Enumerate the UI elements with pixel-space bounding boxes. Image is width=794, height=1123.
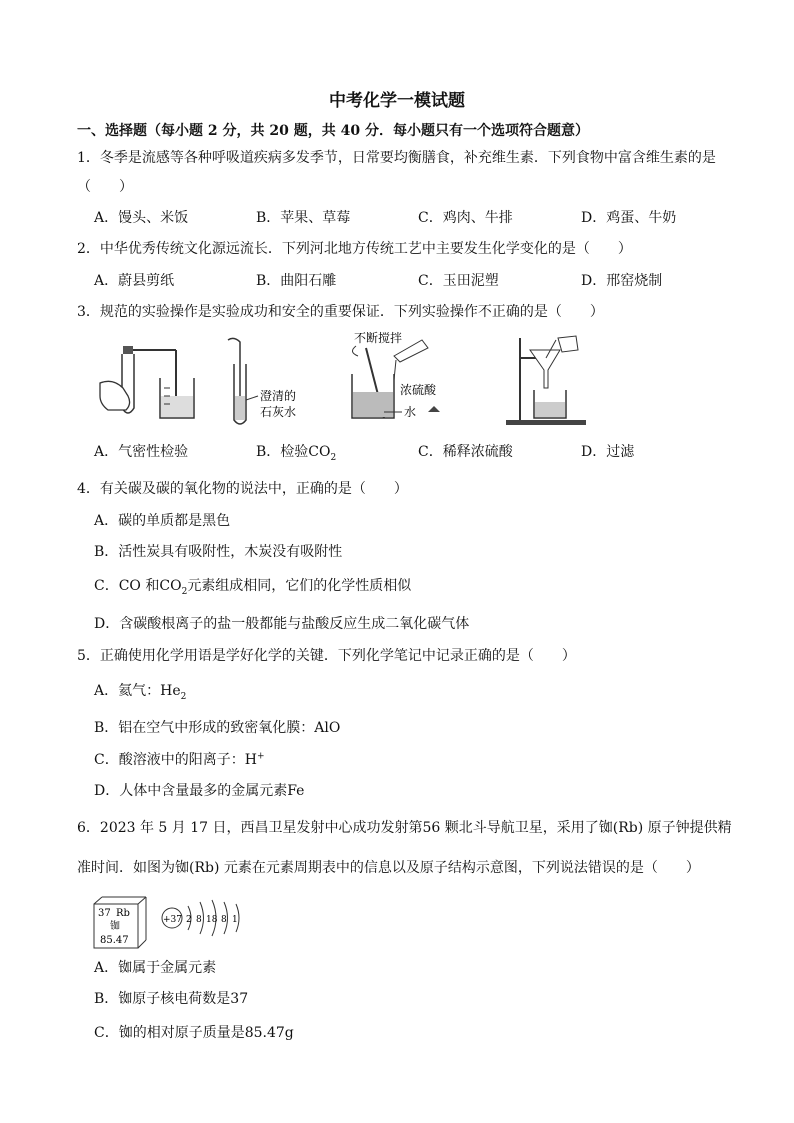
q5-option-c-text: C．酸溶液中的阳离子： [94,752,245,768]
q5-option-d[interactable]: D．人体中含量最多的金属元素Fe [94,783,305,799]
q3-option-b[interactable] [256,441,336,463]
limewater-label-1: 澄清的 [260,389,297,403]
shell-2: 8 [196,915,202,925]
h-ion-formula: H [244,752,257,768]
shell-4: 8 [221,915,227,925]
shell-3: 18 [206,915,218,925]
q1-option-a[interactable]: A．馒头、米饭 [94,210,189,226]
element-number: 37 [98,908,111,919]
shell-1: 2 [186,915,192,925]
q6-stem-line1: 6．2023 年 5 月 17 日，西昌卫星发射中心成功发射第56 颗北斗导航卫星，采用了铷(Rb) 原子钟提供精 [77,820,732,836]
q5-option-a[interactable] [94,680,186,702]
element-mass: 85.47 [100,935,129,946]
q2-option-a[interactable]: A．蔚县剪纸 [94,273,175,289]
page-title: 中考化学一模试题 [329,91,465,111]
q5-option-c[interactable] [94,749,264,769]
q2-option-c[interactable]: C．玉田泥塑 [418,273,499,289]
q4-option-c-prefix: C． [94,578,119,594]
q6-stem-line2: 准时间．如图为铷(Rb) 元素在元素周期表中的信息以及原子结构示意图，下列说法错误的是（ ） [77,860,700,876]
q6-option-b[interactable]: B．铷原子核电荷数是37 [94,991,249,1007]
q4-option-c[interactable] [94,575,411,597]
q3-option-d[interactable]: D．过滤 [581,444,635,460]
section-heading: 一、选择题（每小题 2 分，共 20 题，共 40 分．每小题只有一个选项符合题意） [77,123,589,139]
co2-test-figure [226,336,316,431]
q4-option-a[interactable]: A．碳的单质都是黑色 [94,513,231,529]
element-symbol: Rb [116,908,130,919]
shell-5: 1 [232,915,238,925]
q3-stem: 3．规范的实验操作是实验成功和安全的重要保证．下列实验操作不正确的是（ ） [77,304,604,320]
dilute-acid-figure [344,330,464,430]
q3-option-c[interactable]: C．稀释浓硫酸 [418,444,513,460]
nucleus-charge: +37 [163,915,182,925]
element-name: 铷 [110,921,120,932]
acid-label: 浓硫酸 [400,383,437,397]
q2-option-d[interactable]: D．邢窑烧制 [581,273,663,289]
q6-option-c[interactable]: C．铷的相对原子质量是85.47g [94,1025,294,1041]
q4-option-d[interactable]: D．含碳酸根离子的盐一般都能与盐酸反应生成二氧化碳气体 [94,616,470,632]
limewater-label-2: 石灰水 [260,405,297,419]
rubidium-element-figure [92,894,252,952]
q2-stem: 2．中华优秀传统文化源远流长．下列河北地方传统工艺中主要发生化学变化的是（ ） [77,241,632,257]
filtration-figure [500,332,590,432]
q6-option-a[interactable]: A．铷属于金属元素 [94,960,217,976]
co2-subscript-q4: 2 [181,586,188,597]
he-subscript: 2 [180,691,187,702]
he-formula: He [160,683,181,699]
q5-stem: 5．正确使用化学用语是学好化学的关键．下列化学笔记中记录正确的是（ ） [77,648,576,664]
h-ion-charge: + [256,751,265,762]
water-label: 水 [404,405,417,419]
q4-option-b[interactable]: B．活性炭具有吸附性，木炭没有吸附性 [94,544,343,560]
co2-subscript: 2 [330,452,337,463]
q1-option-c[interactable]: C．鸡肉、牛排 [418,210,513,226]
q1-option-b[interactable]: B．苹果、草莓 [256,210,351,226]
q3-option-a[interactable]: A．气密性检验 [94,444,189,460]
q2-option-b[interactable]: B．曲阳石雕 [256,273,337,289]
q3-option-b-label: B．检验 [256,444,309,460]
co2-formula: CO [308,444,331,460]
co2-formula-q4: CO [159,578,182,594]
q1-stem-line1: 1．冬季是流感等各种呼吸道疾病多发季节，日常要均衡膳食，补充维生素．下列食物中富含维生素的是 [77,150,716,166]
airtightness-check-figure [98,338,198,428]
q4-option-c-and: 和 [140,578,160,594]
stir-label: 不断搅拌 [354,331,403,345]
q1-option-d[interactable]: D．鸡蛋、牛奶 [581,210,677,226]
q5-option-a-text: A．氦气： [94,683,161,699]
q1-stem-line2: （ ） [77,179,133,195]
q4-option-c-text: 元素组成相同，它们的化学性质相似 [187,578,412,594]
co-formula: CO [118,578,141,594]
q4-stem: 4．有关碳及碳的氧化物的说法中，正确的是（ ） [77,481,408,497]
q5-option-b[interactable]: B．铝在空气中形成的致密氧化膜：AlO [94,720,341,736]
